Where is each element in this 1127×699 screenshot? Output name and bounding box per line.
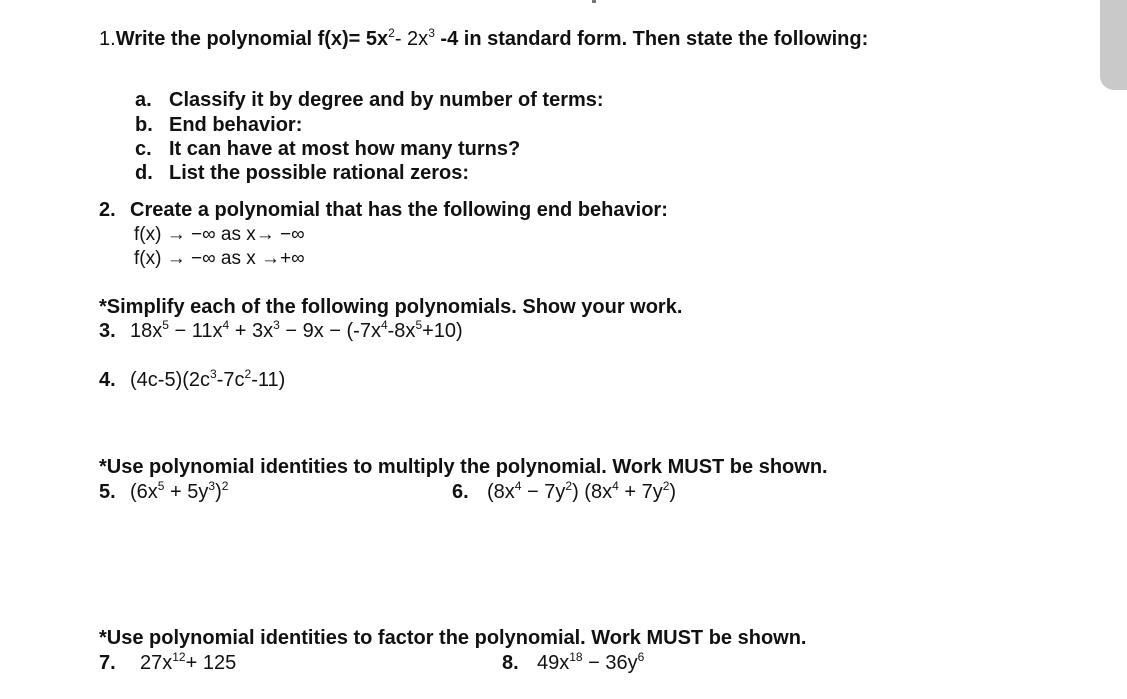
question-5-number: 5. [99,481,116,503]
question-2-number: 2. [99,199,116,221]
q5-term: (6x [130,481,158,503]
question-8 [502,651,644,675]
part-c-letter: c. [135,138,152,160]
question-7 [99,651,236,675]
question-1-part-a [135,88,604,112]
q5-term: ) [215,481,222,503]
q6-term: ) (8x [572,481,613,503]
question-1-text-post: -4 in standard form. Then state the following: [434,28,869,50]
part-d-letter: d. [135,162,153,184]
question-6-number: 6. [452,481,469,503]
question-1-part-c [135,137,520,161]
q8-term: 49x [537,652,570,674]
q3-term: + 3x [229,320,274,342]
q3-term: -8x [387,320,416,342]
question-1-exp1: 2 [388,26,395,41]
question-1-part-d [135,161,469,185]
q5-exp: 2 [221,479,229,494]
q3-exp: 4 [222,318,230,333]
q5-term: + 5y [164,481,209,503]
q3-term: 18x [130,320,163,342]
q6-exp: 2 [565,479,573,494]
q6-exp: 4 [514,479,522,494]
top-edge-mark [592,0,596,3]
q6-term: ) [669,481,677,503]
q5-exp: 3 [208,479,216,494]
end-behavior-line-2: f(x) → −∞ as x →+∞ [134,248,305,269]
part-a-letter: a. [135,89,152,111]
q5-exp: 5 [157,479,165,494]
question-2-text: Create a polynomial that has the following end behavior: [130,199,668,221]
q8-term: − 36y [582,652,638,674]
q3-term: − 11x [168,320,223,342]
q7-term: + 125 [185,652,237,674]
q4-term: (4c-5)(2c [130,369,211,391]
q6-term: − 7y [521,481,566,503]
question-1-number: 1. [99,28,116,50]
q7-exp: 12 [172,650,186,665]
q4-exp: 2 [244,367,252,382]
q3-exp: 4 [380,318,388,333]
scrollbar-thumb[interactable] [1100,0,1127,90]
simplify-section-header: *Simplify each of the following polynomials. Show your work. [99,296,683,318]
part-c-text: It can have at most how many turns? [169,138,521,160]
end-behavior-line-1: f(x) → −∞ as x→ −∞ [134,224,305,245]
q6-exp: 4 [612,479,619,494]
question-1-part-b [135,113,302,137]
question-8-number: 8. [502,652,519,674]
question-1-exp2: 3 [428,26,435,41]
q6-term: (8x [487,481,515,503]
question-1 [99,27,868,51]
q3-term: +10) [422,320,463,342]
part-b-text: End behavior: [169,114,303,136]
q3-exp: 5 [162,318,169,333]
q6-exp: 2 [662,479,670,494]
question-2 [99,198,668,222]
question-4 [99,368,285,392]
question-6 [452,480,676,504]
question-3 [99,319,463,343]
q4-term: -11) [251,369,286,391]
question-1-text-pre: Write the polynomial f(x)= 5x [115,28,389,50]
question-7-number: 7. [99,652,116,674]
q4-term: -7c [216,369,245,391]
q7-term: 27x [140,652,173,674]
question-5 [99,480,228,504]
q8-exp: 6 [637,650,645,665]
question-3-number: 3. [99,320,116,342]
q6-term: + 7y [618,481,663,503]
question-1-text-mid: - 2x [394,28,429,50]
q8-exp: 18 [569,650,583,665]
q4-exp: 3 [210,367,217,382]
part-d-text: List the possible rational zeros: [169,162,470,184]
q3-term: − 9x − (-7x [279,320,381,342]
q3-exp: 5 [415,318,423,333]
question-4-number: 4. [99,369,116,391]
q3-exp: 3 [273,318,280,333]
factor-section-header: *Use polynomial identities to factor the polynomial. Work MUST be shown. [99,627,807,649]
multiply-section-header: *Use polynomial identities to multiply the polynomial. Work MUST be shown. [99,456,828,478]
part-b-letter: b. [135,114,153,136]
part-a-text: Classify it by degree and by number of terms: [169,89,604,111]
